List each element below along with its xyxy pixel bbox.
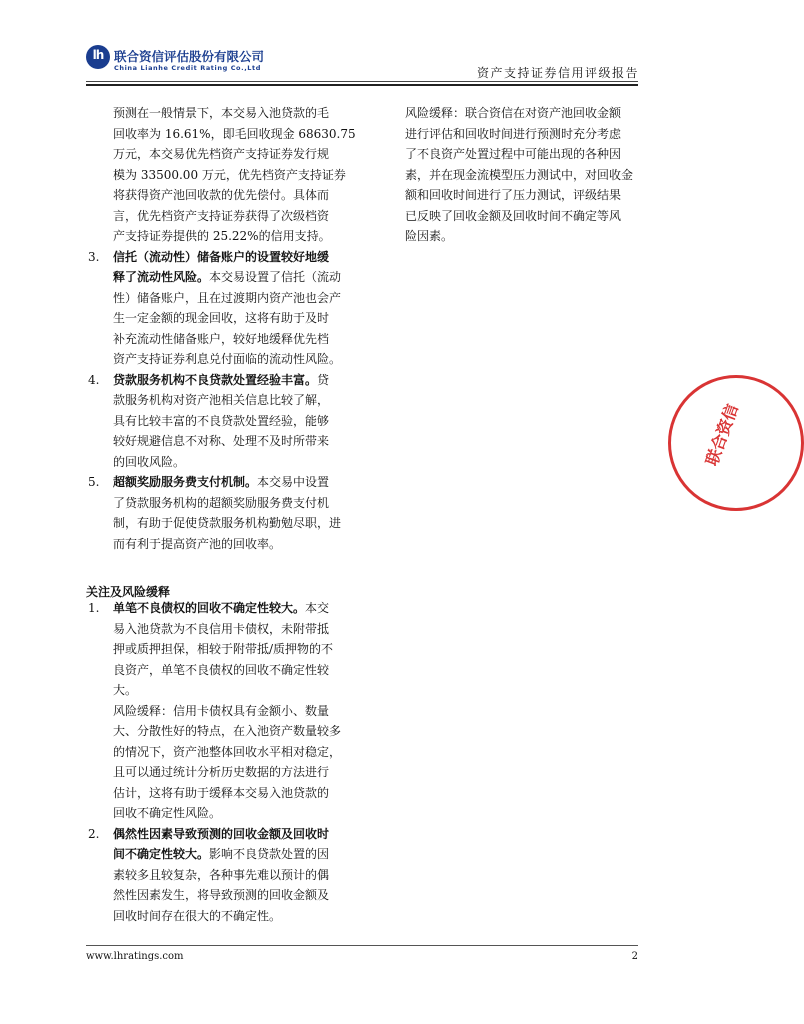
text-line: 言，优先档资产支持证券获得了次级档资 [113, 209, 330, 223]
header-divider-thick [86, 84, 638, 86]
list-heading: 间不确定性较大。 [113, 847, 210, 861]
seal-stamp-icon [668, 375, 804, 511]
list-heading: 偶然性因素导致预测的回收金额及回收时 [113, 827, 330, 841]
list-number: 3. [88, 250, 100, 264]
text-line: 回收不确定性风险。 [113, 806, 222, 820]
text-line: 具有比较丰富的不良贷款处置经验，能够 [113, 414, 330, 428]
text-line: 且可以通过统计分析历史数据的方法进行 [113, 765, 330, 779]
text-span: 本交易设置了信托（流动 [209, 270, 342, 284]
text-line: 资产支持证券利息兑付面临的流动性风险。 [113, 352, 342, 366]
text-line: 易入池贷款为不良信用卡债权，未附带抵 [113, 622, 330, 636]
text-line: 良资产，单笔不良债权的回收不确定性较 [113, 663, 330, 677]
text-line: 回收率为 16.61%，即毛回收现金 68630.75 [113, 127, 356, 141]
text-line: 制，有助于促使贷款服务机构勤勉尽职，进 [113, 516, 342, 530]
company-name-en: China Lianhe Credit Rating Co.,Ltd [114, 64, 261, 72]
footer-divider [86, 945, 638, 946]
text-line: 产支持证券提供的 25.22%的信用支持。 [113, 229, 331, 243]
list-heading: 单笔不良债权的回收不确定性较大。 [113, 601, 306, 615]
list-heading: 贷款服务机构不良贷款处置经验丰富。 [113, 373, 318, 387]
footer-url: www.lhratings.com [86, 951, 184, 962]
text-line: 了贷款服务机构的超额奖励服务费支付机 [113, 496, 330, 510]
text-line: 回收时间存在很大的不确定性。 [113, 909, 282, 923]
text-line: 了不良资产处置过程中可能出现的各种因 [405, 147, 622, 161]
text-line: 预测在一般情景下，本交易入池贷款的毛 [113, 106, 330, 120]
list-heading: 超额奖励服务费支付机制。 [113, 475, 258, 489]
text-line: 素，并在现金流模型压力测试中，对回收金 [405, 168, 634, 182]
text-line: 将获得资产池回收款的优先偿付。具体而 [113, 188, 330, 202]
text-line [113, 475, 329, 489]
text-span: 影响不良贷款处置的因 [209, 847, 330, 861]
report-title: 资产支持证券信用评级报告 [476, 66, 639, 80]
text-line: 性）储备账户，且在过渡期内资产池也会产 [113, 291, 342, 305]
text-line: 而有利于提高资产池的回收率。 [113, 537, 282, 551]
text-line [113, 373, 329, 387]
text-line: 的情况下，资产池整体回收水平相对稳定， [113, 745, 342, 759]
stamp-text: 联合资信 [702, 401, 742, 469]
text-line [113, 601, 329, 615]
text-line: 的回收风险。 [113, 455, 186, 469]
company-logo-icon: lh [86, 45, 110, 69]
list-heading: 释了流动性风险。 [113, 270, 210, 284]
text-line: 额和回收时间进行了压力测试，评级结果 [405, 188, 622, 202]
list-number: 1. [88, 601, 100, 615]
header-divider [86, 81, 638, 82]
text-span: 本交易中设置 [257, 475, 330, 489]
text-line: 风险缓释：信用卡债权具有金额小、数量 [113, 704, 330, 718]
text-line: 进行评估和回收时间进行预测时充分考虑 [405, 127, 622, 141]
page-number: 2 [631, 951, 638, 962]
text-span: 贷 [317, 373, 330, 387]
text-line: 然性因素发生，将导致预测的回收金额及 [113, 888, 330, 902]
text-line: 较好规避信息不对称、处理不及时所带来 [113, 434, 330, 448]
company-name-cn: 联合资信评估股份有限公司 [114, 49, 265, 64]
list-heading: 信托（流动性）储备账户的设置较好地缓 [113, 250, 330, 264]
list-number: 5. [88, 475, 100, 489]
text-line: 模为 33500.00 万元，优先档资产支持证券 [113, 168, 346, 182]
text-line: 大。 [113, 683, 138, 697]
list-number: 2. [88, 827, 100, 841]
text-line: 押或质押担保，相较于附带抵/质押物的不 [113, 642, 334, 656]
text-line: 大、分散性好的特点，在入池资产数量较多 [113, 724, 342, 738]
text-line: 款服务机构对资产池相关信息比较了解， [113, 393, 330, 407]
text-line: 估计，这将有助于缓释本交易入池贷款的 [113, 786, 330, 800]
text-line: 补充流动性储备账户，较好地缓释优先档 [113, 332, 330, 346]
text-line: 万元，本交易优先档资产支持证券发行规 [113, 147, 330, 161]
text-line [113, 270, 341, 284]
text-line [113, 847, 329, 861]
list-number: 4. [88, 373, 100, 387]
text-line: 已反映了回收金额及回收时间不确定等风 [405, 209, 622, 223]
text-line: 生一定金额的现金回收，这将有助于及时 [113, 311, 330, 325]
section-title: 关注及风险缓释 [86, 585, 171, 599]
text-line: 素较多且较复杂，各种事先难以预计的偶 [113, 868, 330, 882]
text-line: 险因素。 [405, 229, 454, 243]
text-span: 本交 [305, 601, 330, 615]
text-line: 风险缓释：联合资信在对资产池回收金额 [405, 106, 622, 120]
